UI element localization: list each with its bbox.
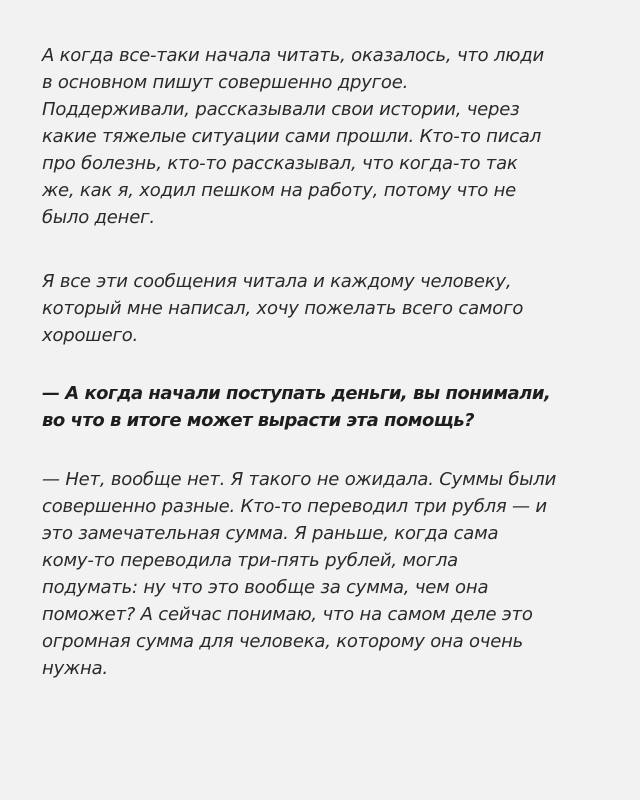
text-line: хорошего. [42, 325, 139, 346]
text-line: кому-то переводила три-пять рублей, могла [42, 550, 458, 571]
text-line: подумать: ну что это вообще за сумма, чем она [42, 577, 489, 598]
question-line: — А когда начали поступать деньги, вы понимали, [42, 383, 551, 404]
text-line: Поддерживали, рассказывали свои истории, через [42, 99, 520, 120]
text-line: какие тяжелые ситуации сами прошли. Кто-то писал [42, 126, 542, 147]
text-line: это замечательная сумма. Я раньше, когда сама [42, 523, 499, 544]
text-line: Я все эти сообщения читала и каждому человеку, [42, 271, 512, 292]
interview-question [42, 380, 612, 434]
text-line: в основном пишут совершенно другое. [42, 72, 409, 93]
text-line: совершенно разные. Кто-то переводил три рубля — и [42, 496, 547, 517]
text-line: же, как я, ходил пешком на работу, потому что не [42, 180, 517, 201]
text-line: который мне написал, хочу пожелать всего самого [42, 298, 524, 319]
text-line: поможет? А сейчас понимаю, что на самом деле это [42, 604, 533, 625]
text-line: про болезнь, кто-то рассказывал, что когда-то так [42, 153, 518, 174]
answer-paragraph-2 [42, 268, 612, 349]
text-line: было денег. [42, 207, 155, 228]
question-line: во что в итоге может вырасти эта помощь? [42, 410, 475, 431]
answer-paragraph-3 [42, 466, 612, 682]
text-line: А когда все-таки начала читать, оказалось, что люди [42, 45, 545, 66]
text-line: огромная сумма для человека, которому она очень [42, 631, 524, 652]
answer-paragraph-1 [42, 42, 612, 231]
text-line: нужна. [42, 658, 108, 679]
text-line: — Нет, вообще нет. Я такого не ожидала. Суммы были [42, 469, 557, 490]
